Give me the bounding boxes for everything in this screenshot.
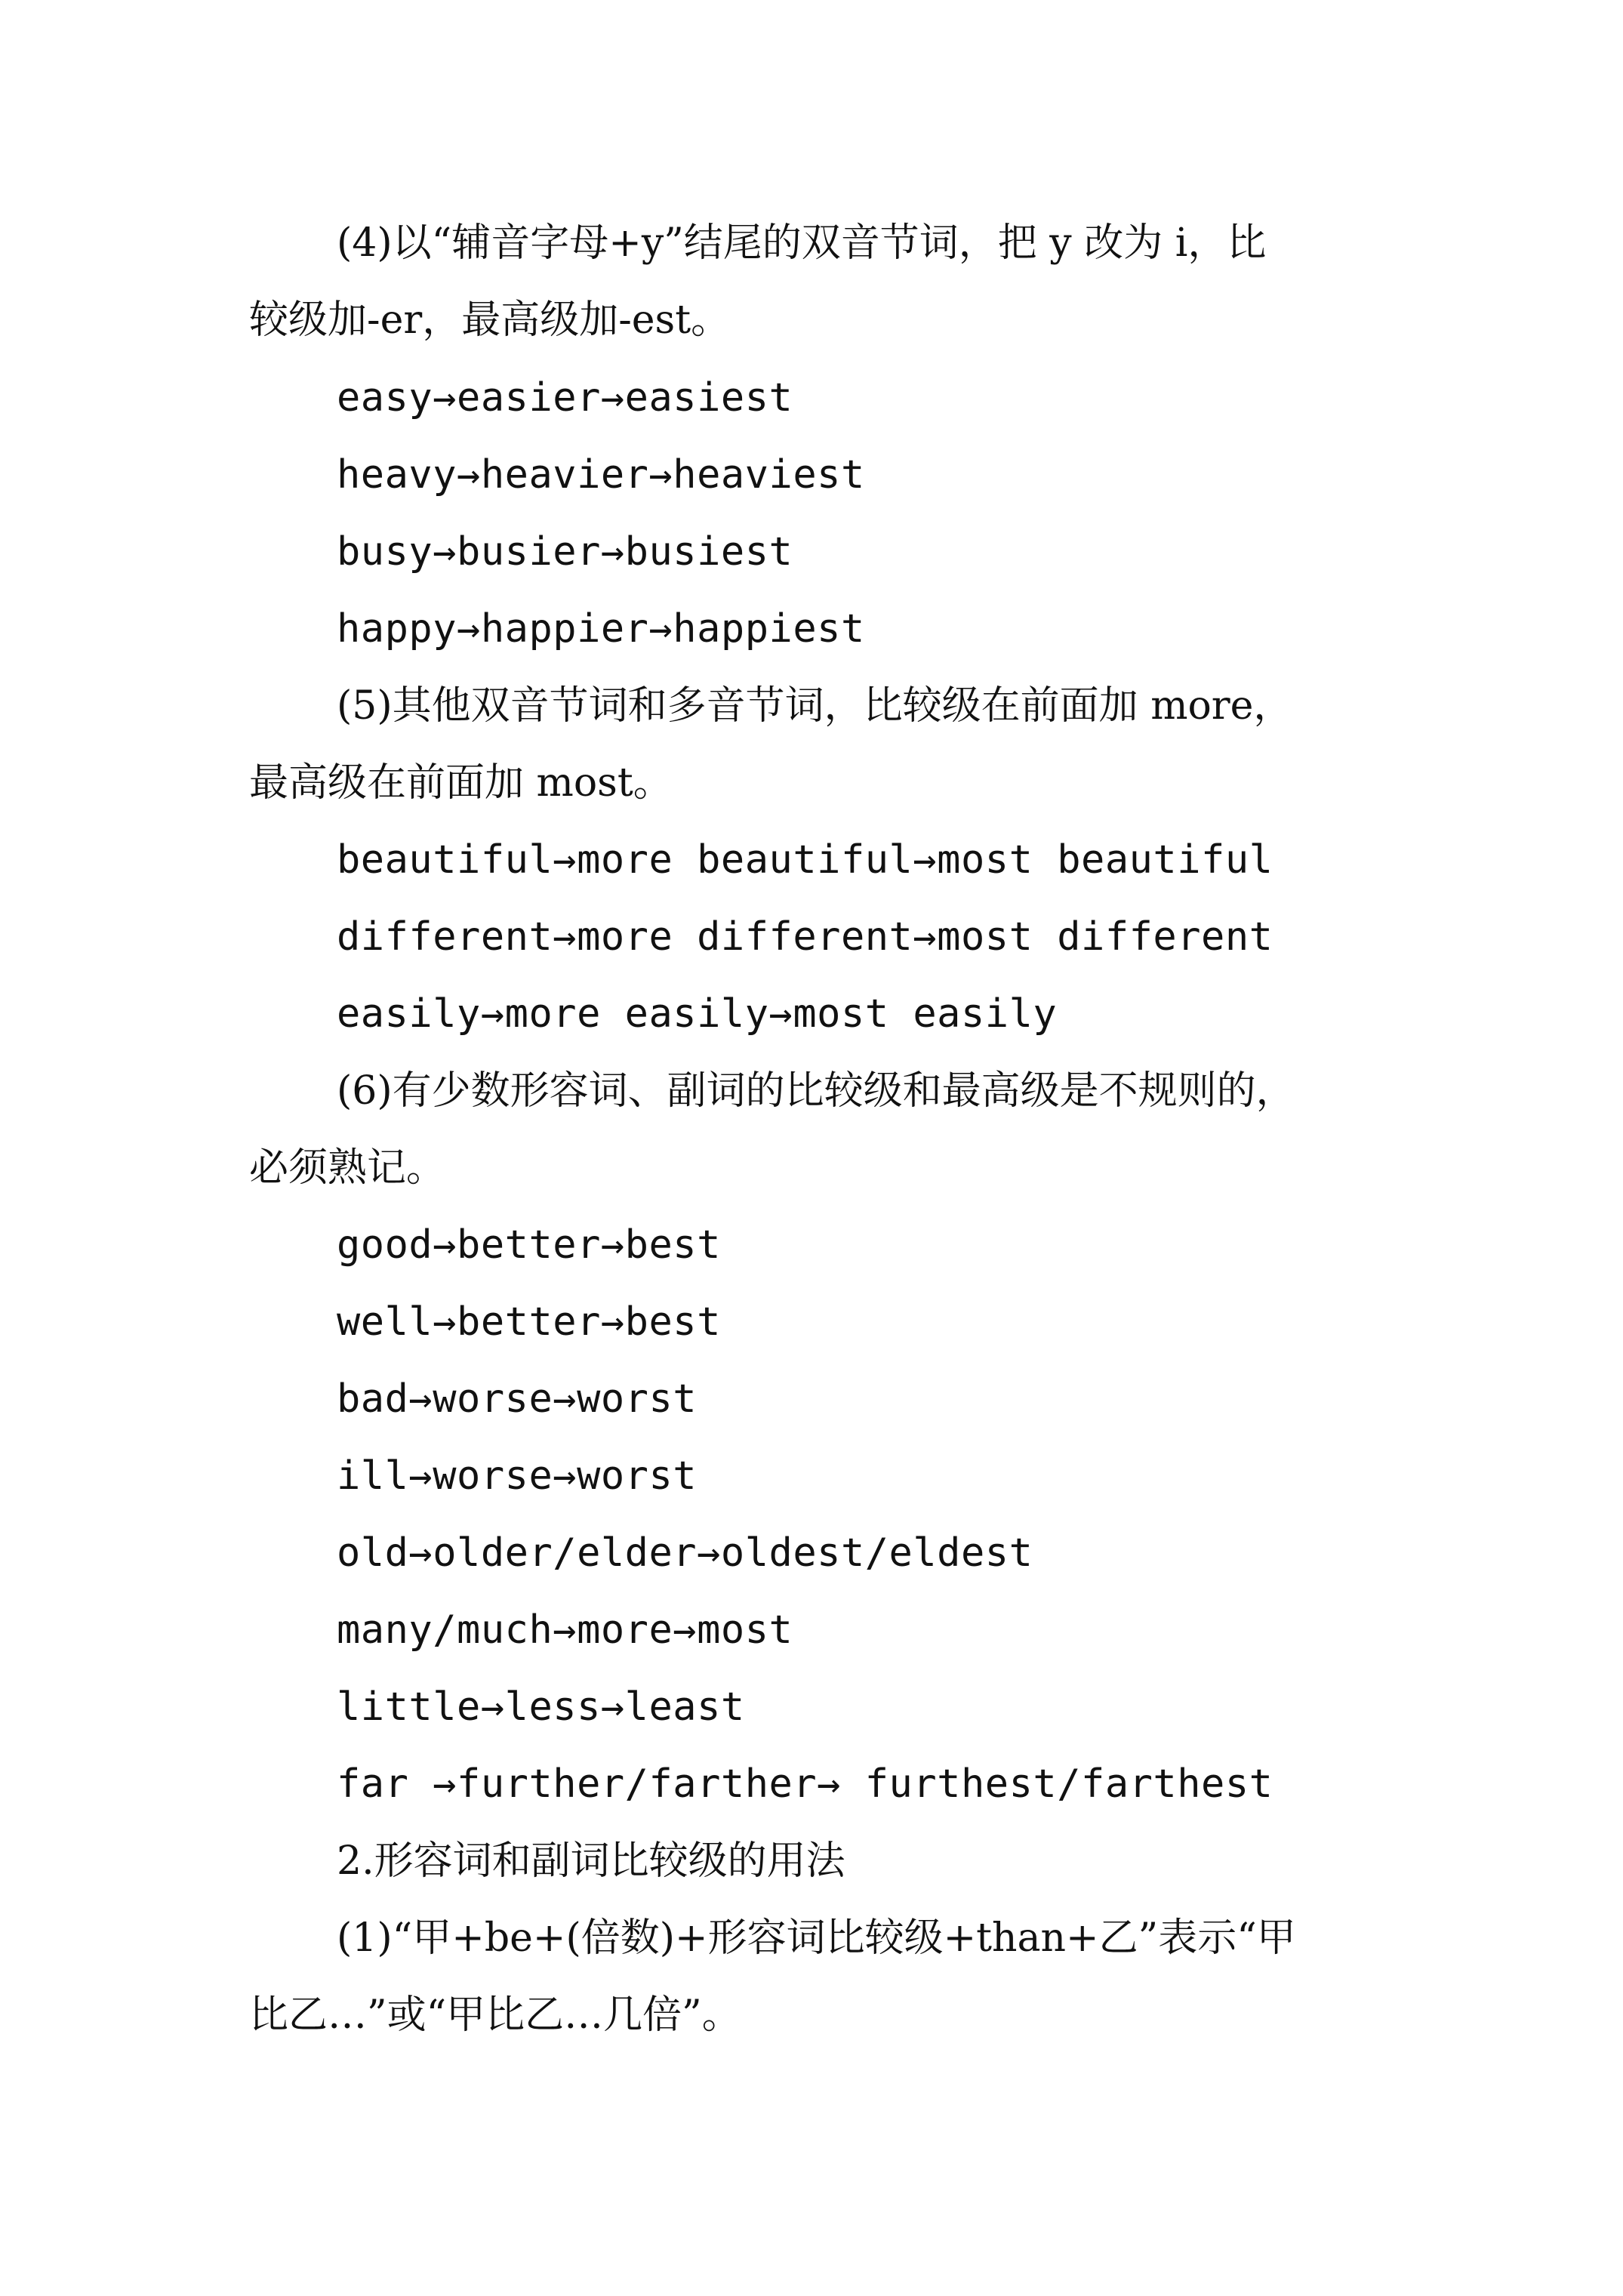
example-happy: happy→happier→happiest <box>337 606 865 652</box>
example-easily: easily→more easily→most easily <box>337 991 1058 1037</box>
example-good: good→better→best <box>337 1222 721 1268</box>
rule-4-line-1: (4)以“辅音字母+y”结尾的双音节词，把 y 改为 i，比 <box>337 220 1267 266</box>
usage-1-line-1: (1)“甲+be+(倍数)+形容词比较级+than+乙”表示“甲 <box>337 1915 1296 1961</box>
rule-5-line-2: 最高级在前面加 most。 <box>249 760 673 806</box>
example-beautiful: beautiful→more beautiful→most beautiful <box>337 837 1273 883</box>
example-different: different→more different→most different <box>337 914 1273 960</box>
example-easy: easy→easier→easiest <box>337 375 793 421</box>
rule-4-line-2: 较级加-er，最高级加-est。 <box>249 297 731 343</box>
rule-6-line-2: 必须熟记。 <box>249 1145 446 1191</box>
example-heavy: heavy→heavier→heaviest <box>337 452 865 498</box>
example-far: far →further/farther→ furthest/farthest <box>337 1761 1273 1807</box>
example-little: little→less→least <box>337 1684 745 1730</box>
example-well: well→better→best <box>337 1299 721 1345</box>
example-many-much: many/much→more→most <box>337 1607 793 1653</box>
usage-1-line-2: 比乙…”或“甲比乙…几倍”。 <box>249 1992 741 2038</box>
rule-5-line-1: (5)其他双音节词和多音节词，比较级在前面加 more， <box>337 683 1293 729</box>
example-old: old→older/elder→oldest/eldest <box>337 1530 1033 1576</box>
example-bad: bad→worse→worst <box>337 1376 698 1422</box>
rule-6-line-1: (6)有少数形容词、副词的比较级和最高级是不规则的， <box>337 1068 1295 1114</box>
example-busy: busy→busier→busiest <box>337 529 793 575</box>
section-heading-usage: 2.形容词和副词比较级的用法 <box>337 1838 845 1884</box>
example-ill: ill→worse→worst <box>337 1453 698 1499</box>
